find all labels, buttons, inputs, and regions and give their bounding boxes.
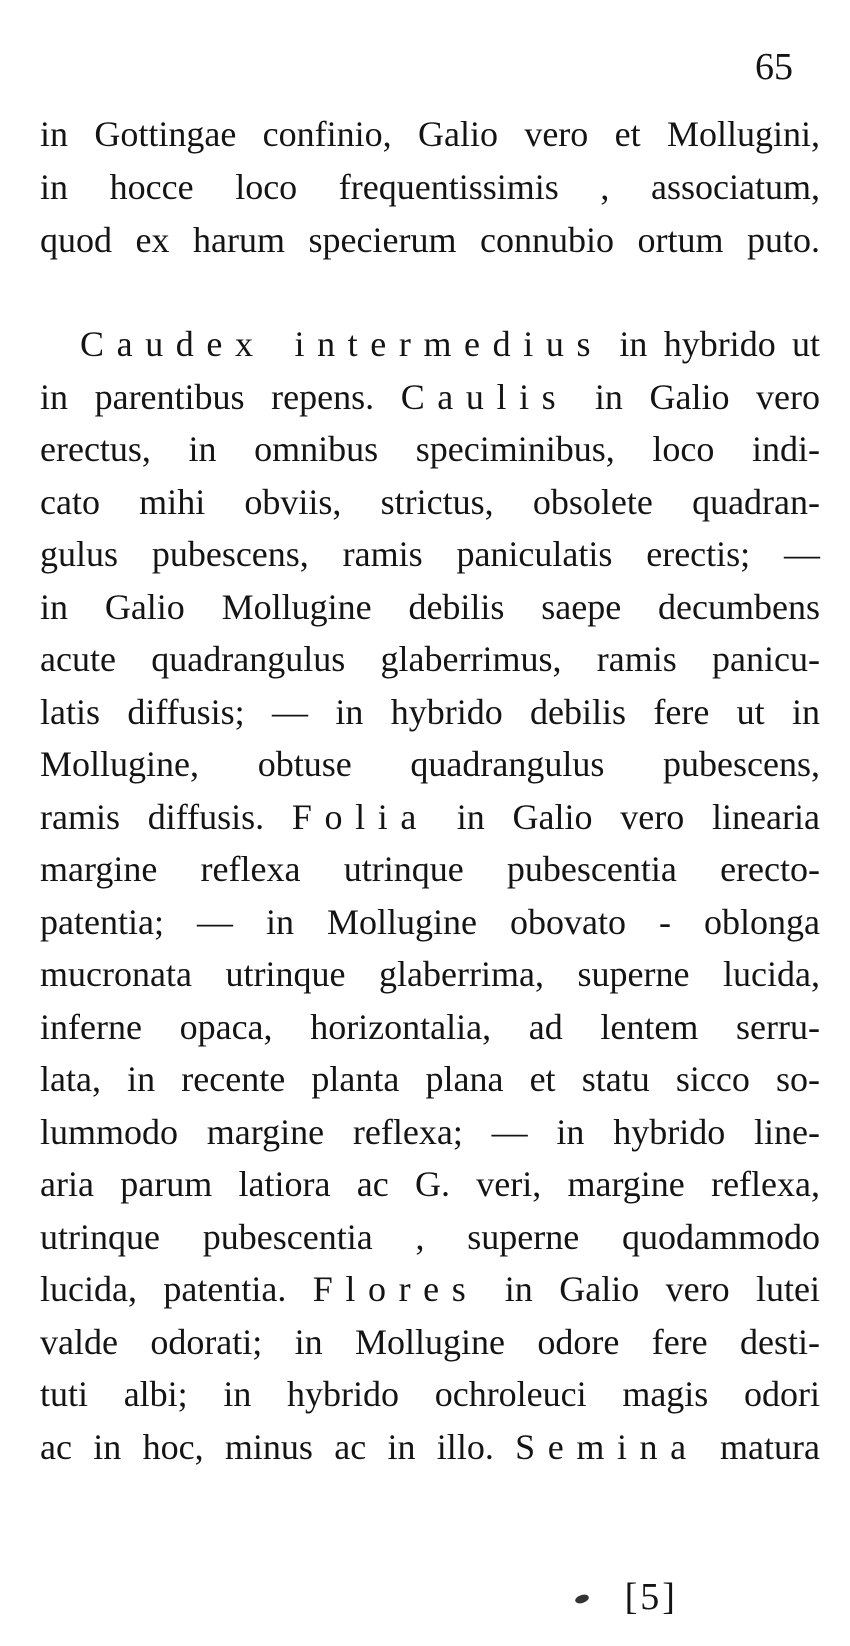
- text-line: valde odorati; in Mollugine odore fere desti-: [40, 1322, 820, 1362]
- text-run: in parentibus repens.: [40, 377, 401, 417]
- signature-mark: [5]: [624, 1576, 678, 1618]
- text-line: [80, 326, 820, 362]
- text-run: matura: [698, 1427, 820, 1467]
- text-line: margine reflexa utrinque pubescentia erecto-: [40, 849, 820, 889]
- page-number: 65: [755, 46, 793, 88]
- text-line: gulus pubescens, ramis paniculatis erectis; —: [40, 534, 820, 574]
- text-line: patentia; — in Mollugine obovato - oblonga: [40, 902, 820, 942]
- text-line: erectus, in omnibus speciminibus, loco indi-: [40, 429, 820, 469]
- text-run: in Galio vero: [568, 377, 821, 417]
- spaced-term: Flores: [312, 1269, 479, 1309]
- spaced-term: Caudex intermedius: [80, 324, 604, 364]
- text-line: in Gottingae confinio, Galio vero et Mollugini,: [40, 114, 820, 154]
- spaced-term: Caulis: [400, 377, 569, 417]
- text-run: ac in hoc, minus ac in illo.: [40, 1427, 516, 1467]
- text-line: [40, 1429, 820, 1465]
- text-line: [40, 1271, 820, 1307]
- text-line: aria parum latiora ac G. veri, margine reflexa,: [40, 1164, 820, 1204]
- text-line: quod ex harum specierum connubio ortum puto.: [40, 220, 820, 260]
- spaced-term: Folia: [291, 797, 429, 837]
- ink-mark: [574, 1593, 590, 1605]
- text-line: mucronata utrinque glaberrima, superne lucida,: [40, 954, 820, 994]
- text-line: tuti albi; in hybrido ochroleuci magis odori: [40, 1374, 820, 1414]
- text-run: in Galio vero linearia: [428, 797, 820, 837]
- text-run: in Galio vero lutei: [478, 1269, 821, 1309]
- spaced-term: Semina: [515, 1427, 699, 1467]
- text-line: utrinque pubescentia , superne quodammodo: [40, 1217, 820, 1257]
- text-line: lata, in recente planta plana et statu sicco so-: [40, 1059, 820, 1099]
- text-line: in hocce loco frequentissimis , associatum,: [40, 167, 820, 207]
- text-line: [40, 799, 820, 835]
- text-line: in Galio Mollugine debilis saepe decumbens: [40, 587, 820, 627]
- text-line: acute quadrangulus glaberrimus, ramis panicu-: [40, 639, 820, 679]
- text-run: ramis diffusis.: [40, 797, 292, 837]
- text-run: lucida, patentia.: [40, 1269, 313, 1309]
- text-line: cato mihi obviis, strictus, obsolete quadran-: [40, 482, 820, 522]
- text-line: inferne opaca, horizontalia, ad lentem serru-: [40, 1007, 820, 1047]
- text-run: in hybrido ut: [603, 324, 821, 364]
- text-line: latis diffusis; — in hybrido debilis fere ut in: [40, 692, 820, 732]
- text-line: Mollugine, obtuse quadrangulus pubescens,: [40, 744, 820, 784]
- text-line: [40, 379, 820, 415]
- text-line: lummodo margine reflexa; — in hybrido line-: [40, 1112, 820, 1152]
